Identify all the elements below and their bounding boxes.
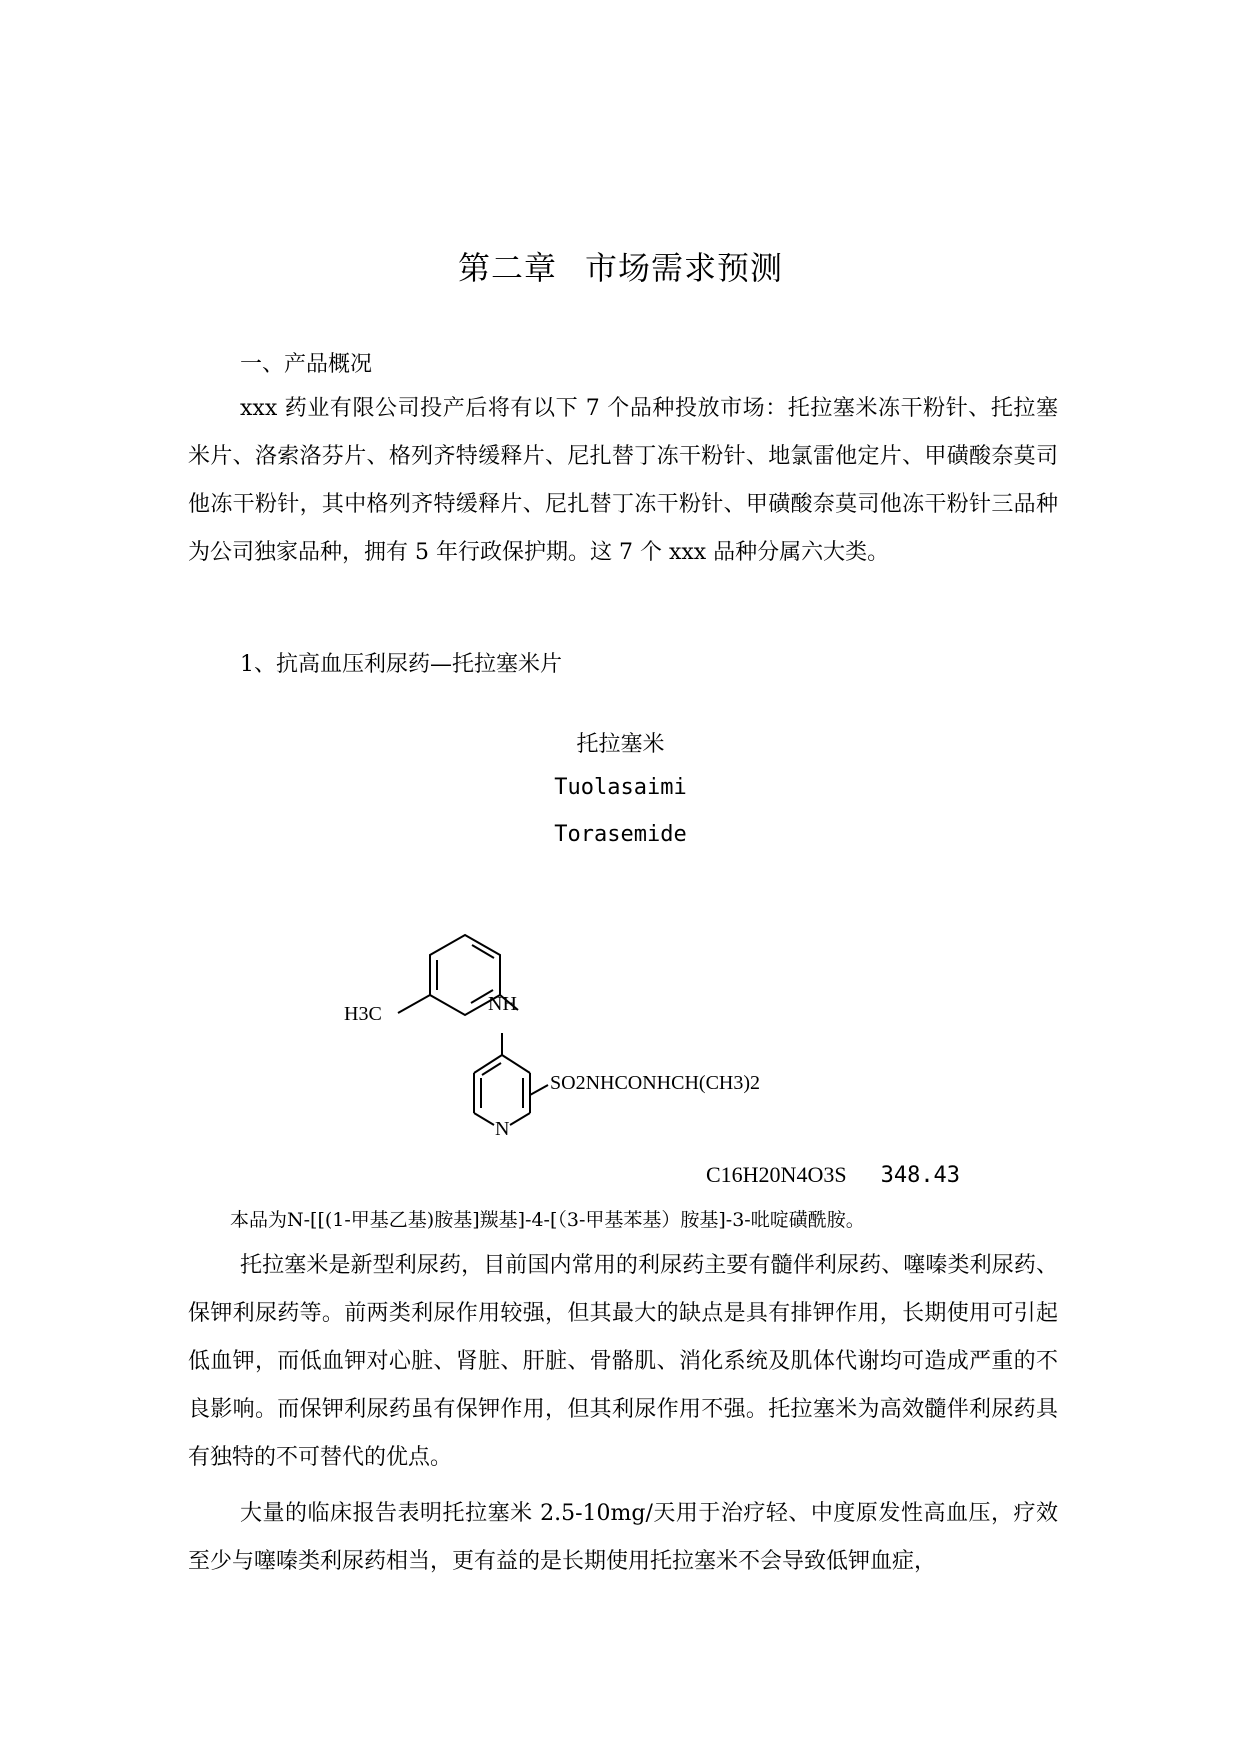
amine-label: NH (488, 993, 517, 1015)
chapter-number: 第二章 (457, 249, 557, 287)
pyridine-ring (474, 1055, 530, 1125)
description-paragraph: 托拉塞米是新型利尿药，目前国内常用的利尿药主要有髓伴利尿药、噻嗪类利尿药、保钾利尿药等。前两类利尿作用较强，但其最大的缺点是具有排钾作用，长期使用可引起低血钾，而低血钾对心脏、肾脏、肝脏、骨骼肌、消化系统及肌体代谢均可造成严重的不良影响。而保钾利尿药虽有保钾作用，但其利尿作用不强。托拉塞米为高效髓伴利尿药具有独特的不可替代的优点。 (188, 1253, 1058, 1470)
side-chain-label: SO2NHCONHCH(CH3)2 (550, 1072, 761, 1094)
chemical-name: 本品为N-[[(1-甲基乙基)胺基]羰基]-4-[（3-甲基苯基）胺基]-3-吡啶磺酰胺。 (230, 1209, 865, 1231)
ring-nitrogen-label: N (495, 1118, 510, 1140)
chemical-structure (344, 935, 890, 1145)
clinical-paragraph: 大量的临床报告表明托拉塞米 2.5-10mg/天用于治疗轻、中度原发性高血压，疗效至少与噻嗪类利尿药相当，更有益的是长期使用托拉塞米不会导致低钾血症， (188, 1501, 1058, 1574)
drug-name-english: Torasemide (554, 822, 687, 847)
chapter-name: 市场需求预测 (585, 249, 784, 287)
molecular-weight: 348.43 (880, 1163, 961, 1188)
chapter-title (0, 243, 1241, 289)
intro-paragraph: xxx 药业有限公司投产后将有以下 7 个品种投放市场：托拉塞米冻干粉针、托拉塞米片、洛索洛芬片、格列齐特缓释片、尼扎替丁冻干粉针、地氯雷他定片、甲磺酸奈莫司他冻干粉针，其中格列齐特缓释片、尼扎替丁冻干粉针、甲磺酸奈莫司他冻干粉针三品种为公司独家品种，拥有 5 年行政保护期。这 7 个 xxx 品种分属六大类。 (188, 396, 1058, 565)
section-heading: 一、产品概况 (240, 352, 373, 377)
drug-name-pinyin: Tuolasaimi (554, 775, 687, 800)
formula-line (706, 1162, 960, 1188)
drug-name-chinese: 托拉塞米 (576, 732, 665, 757)
molecular-formula: C16H20N4O3S (706, 1162, 847, 1187)
drug-subheading: 1、抗高血压利尿药—托拉塞米片 (240, 652, 562, 677)
methyl-label: H3C (344, 1003, 382, 1025)
